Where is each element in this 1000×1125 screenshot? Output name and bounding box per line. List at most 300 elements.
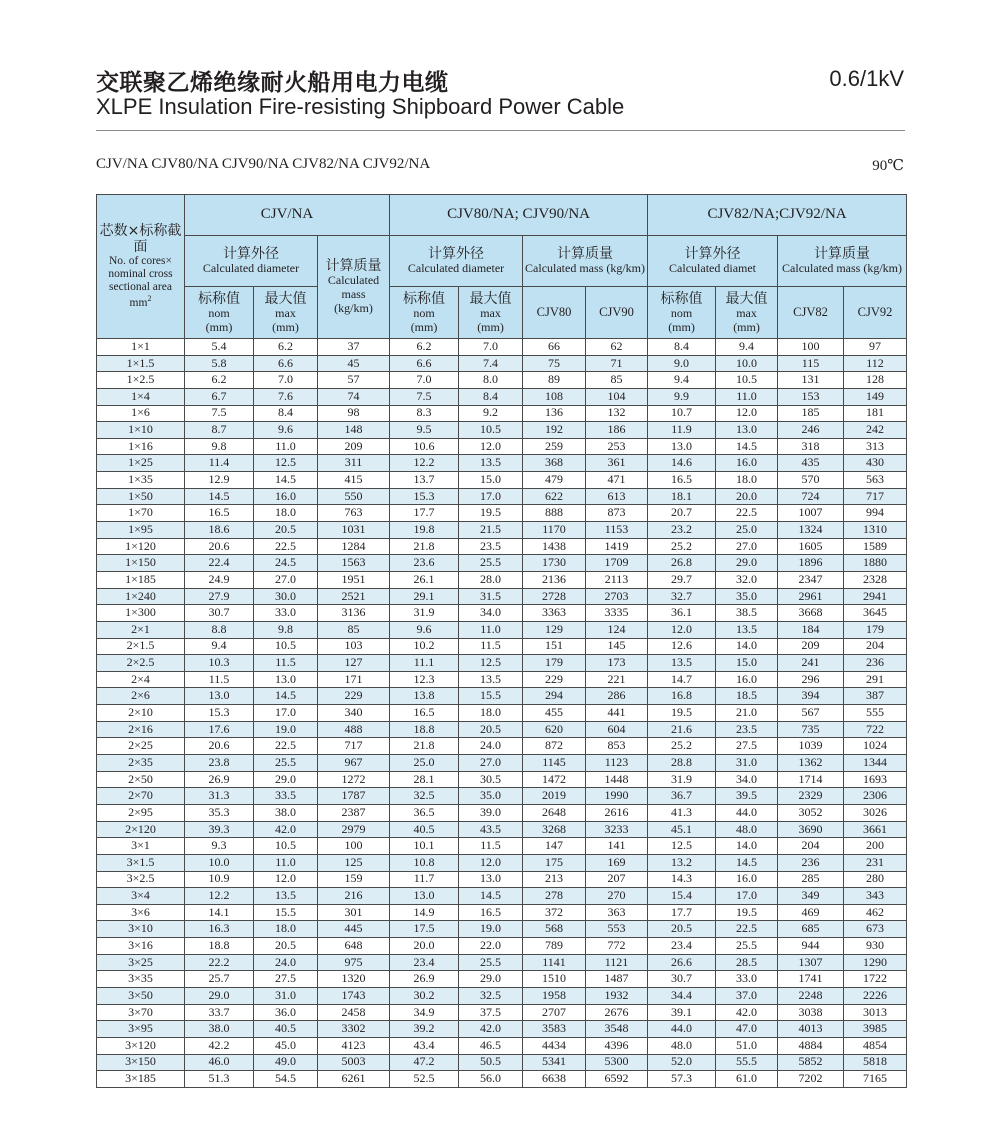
table-cell: 3026 [844, 804, 907, 821]
table-cell: 16.0 [716, 455, 778, 472]
table-cell: 8.0 [459, 372, 523, 389]
group-header-1: CJV/NA [185, 195, 390, 236]
table-cell: 3583 [523, 1021, 586, 1038]
table-cell: 23.4 [390, 954, 459, 971]
table-cell: 21.0 [716, 705, 778, 722]
table-cell: 32.5 [390, 788, 459, 805]
table-cell: 171 [318, 671, 390, 688]
table-cell: 14.3 [648, 871, 716, 888]
table-cell: 2979 [318, 821, 390, 838]
table-cell: 435 [778, 455, 844, 472]
table-cell: 33.0 [254, 605, 318, 622]
table-cell: 1121 [586, 954, 648, 971]
table-cell: 368 [523, 455, 586, 472]
table-cell: 26.9 [390, 971, 459, 988]
table-cell: 9.8 [185, 438, 254, 455]
nom-header: 标称值 nom (mm) [390, 287, 459, 339]
table-cell: 7.5 [185, 405, 254, 422]
table-cell: 622 [523, 488, 586, 505]
row-size-cell: 1×6 [97, 405, 185, 422]
table-cell: 169 [586, 854, 648, 871]
table-cell: 31.9 [390, 605, 459, 622]
table-cell: 40.5 [254, 1021, 318, 1038]
table-cell: 27.9 [185, 588, 254, 605]
table-cell: 27.5 [716, 738, 778, 755]
table-cell: 1290 [844, 954, 907, 971]
table-cell: 1589 [844, 538, 907, 555]
table-cell: 291 [844, 671, 907, 688]
table-cell: 21.8 [390, 538, 459, 555]
table-cell: 74 [318, 388, 390, 405]
table-cell: 1563 [318, 555, 390, 572]
table-cell: 2387 [318, 804, 390, 821]
table-cell: 349 [778, 888, 844, 905]
table-cell: 1787 [318, 788, 390, 805]
table-cell: 685 [778, 921, 844, 938]
table-cell: 620 [523, 721, 586, 738]
table-row [97, 671, 907, 688]
table-cell: 28.1 [390, 771, 459, 788]
table-row [97, 788, 907, 805]
row-size-cell: 3×150 [97, 1054, 185, 1071]
table-cell: 1990 [586, 788, 648, 805]
diam-header-2 [390, 236, 523, 287]
table-cell: 1007 [778, 505, 844, 522]
table-cell: 1123 [586, 755, 648, 772]
table-cell: 15.5 [459, 688, 523, 705]
table-cell: 445 [318, 921, 390, 938]
table-cell: 35.0 [716, 588, 778, 605]
table-cell: 15.4 [648, 888, 716, 905]
table-cell: 772 [586, 938, 648, 955]
table-cell: 1272 [318, 771, 390, 788]
table-cell: 25.5 [716, 938, 778, 955]
table-row [97, 339, 907, 356]
table-cell: 173 [586, 655, 648, 672]
table-cell: 415 [318, 472, 390, 489]
table-cell: 37.0 [716, 987, 778, 1004]
table-cell: 3985 [844, 1021, 907, 1038]
table-row [97, 655, 907, 672]
table-cell: 550 [318, 488, 390, 505]
table-cell: 185 [778, 405, 844, 422]
row-size-cell: 1×4 [97, 388, 185, 405]
diam-en-short: Calculated diamet [669, 261, 757, 276]
table-cell: 11.1 [390, 655, 459, 672]
table-cell: 394 [778, 688, 844, 705]
table-row [97, 588, 907, 605]
table-row [97, 888, 907, 905]
row-size-cell: 1×10 [97, 422, 185, 439]
table-row [97, 938, 907, 955]
table-cell: 567 [778, 705, 844, 722]
header-cores-unit: $mm^2$ [129, 294, 152, 310]
table-cell: 131 [778, 372, 844, 389]
table-row [97, 538, 907, 555]
table-cell: 469 [778, 904, 844, 921]
mass-en: Calculated mass (kg/km) [782, 261, 903, 276]
row-size-cell: 1×35 [97, 472, 185, 489]
diam-cn: 计算外径 [223, 246, 279, 263]
table-cell: 115 [778, 355, 844, 372]
table-cell: 11.0 [254, 854, 318, 871]
table-cell: 23.4 [648, 938, 716, 955]
table-cell: 1693 [844, 771, 907, 788]
table-cell: 318 [778, 438, 844, 455]
table-cell: 313 [844, 438, 907, 455]
table-cell: 151 [523, 638, 586, 655]
table-cell: 141 [586, 838, 648, 855]
mass-header-2 [523, 236, 648, 287]
table-cell: 18.1 [648, 488, 716, 505]
table-cell: 11.0 [254, 438, 318, 455]
table-cell: 22.0 [459, 938, 523, 955]
table-cell: 9.6 [390, 621, 459, 638]
table-cell: 36.0 [254, 1004, 318, 1021]
table-cell: 1722 [844, 971, 907, 988]
table-row [97, 838, 907, 855]
table-cell: 236 [778, 854, 844, 871]
table-cell: 8.4 [459, 388, 523, 405]
table-cell: 3302 [318, 1021, 390, 1038]
table-cell: 18.0 [254, 921, 318, 938]
table-cell: 5852 [778, 1054, 844, 1071]
table-cell: 2941 [844, 588, 907, 605]
table-cell: 763 [318, 505, 390, 522]
max-header: 最大值 max (mm) [254, 287, 318, 339]
table-cell: 29.0 [459, 971, 523, 988]
row-size-cell: 3×4 [97, 888, 185, 905]
table-cell: 47.0 [716, 1021, 778, 1038]
table-cell: 36.1 [648, 605, 716, 622]
table-cell: 40.5 [390, 821, 459, 838]
table-cell: 2676 [586, 1004, 648, 1021]
table-cell: 2728 [523, 588, 586, 605]
table-row [97, 971, 907, 988]
table-cell: 184 [778, 621, 844, 638]
table-cell: 19.5 [648, 705, 716, 722]
table-cell: 3668 [778, 605, 844, 622]
table-cell: 85 [318, 621, 390, 638]
table-cell: 553 [586, 921, 648, 938]
table-cell: 242 [844, 422, 907, 439]
table-cell: 285 [778, 871, 844, 888]
table-cell: 22.5 [254, 538, 318, 555]
table-cell: 1324 [778, 522, 844, 539]
header-cores-section [97, 195, 185, 339]
table-cell: 75 [523, 355, 586, 372]
table-row [97, 721, 907, 738]
table-cell: 51.0 [716, 1037, 778, 1054]
row-size-cell: 1×2.5 [97, 372, 185, 389]
table-cell: 16.0 [716, 871, 778, 888]
table-cell: 16.3 [185, 921, 254, 938]
table-cell: 11.5 [185, 671, 254, 688]
table-cell: 9.8 [254, 621, 318, 638]
table-cell: 19.5 [716, 904, 778, 921]
table-cell: 1605 [778, 538, 844, 555]
mass-cn: 计算质量 [557, 246, 614, 263]
table-cell: 62 [586, 339, 648, 356]
table-cell: 13.0 [185, 688, 254, 705]
table-cell: 7202 [778, 1071, 844, 1088]
table-cell: 100 [778, 339, 844, 356]
table-row [97, 438, 907, 455]
table-cell: 280 [844, 871, 907, 888]
table-row [97, 472, 907, 489]
max-header: 最大值 max (mm) [459, 287, 523, 339]
table-cell: 26.9 [185, 771, 254, 788]
table-cell: 2019 [523, 788, 586, 805]
table-cell: 2328 [844, 571, 907, 588]
table-cell: 221 [586, 671, 648, 688]
table-cell: 36.5 [390, 804, 459, 821]
row-size-cell: 3×120 [97, 1037, 185, 1054]
table-cell: 6.6 [390, 355, 459, 372]
table-cell: 8.8 [185, 621, 254, 638]
table-cell: 179 [523, 655, 586, 672]
table-cell: 19.0 [459, 921, 523, 938]
voltage-rating: 0.6/1kV [829, 66, 904, 91]
table-cell: 241 [778, 655, 844, 672]
table-cell: 32.0 [716, 571, 778, 588]
table-cell: 18.8 [185, 938, 254, 955]
table-cell: 66 [523, 339, 586, 356]
table-row [97, 1037, 907, 1054]
table-row [97, 388, 907, 405]
table-cell: 2347 [778, 571, 844, 588]
table-cell: 22.5 [716, 505, 778, 522]
table-cell: 372 [523, 904, 586, 921]
table-row [97, 1054, 907, 1071]
col-header-cjv90: CJV90 [586, 287, 648, 339]
table-cell: 570 [778, 472, 844, 489]
table-row [97, 987, 907, 1004]
table-cell: 1709 [586, 555, 648, 572]
table-cell: 136 [523, 405, 586, 422]
table-cell: 20.7 [648, 505, 716, 522]
table-cell: 48.0 [716, 821, 778, 838]
table-row [97, 1004, 907, 1021]
table-cell: 179 [844, 621, 907, 638]
table-cell: 127 [318, 655, 390, 672]
table-cell: 16.5 [390, 705, 459, 722]
table-cell: 1741 [778, 971, 844, 988]
page-title-cn: 交联聚乙烯绝缘耐火船用电力电缆 [96, 70, 449, 96]
table-cell: 31.5 [459, 588, 523, 605]
table-cell: 25.0 [390, 755, 459, 772]
row-size-cell: 3×10 [97, 921, 185, 938]
table-cell: 26.1 [390, 571, 459, 588]
table-cell: 16.0 [254, 488, 318, 505]
table-cell: 12.5 [254, 455, 318, 472]
table-cell: 7.0 [459, 339, 523, 356]
table-cell: 6.6 [254, 355, 318, 372]
table-cell: 363 [586, 904, 648, 921]
table-cell: 3690 [778, 821, 844, 838]
row-size-cell: 2×35 [97, 755, 185, 772]
table-cell: 55.5 [716, 1054, 778, 1071]
table-cell: 45.0 [254, 1037, 318, 1054]
table-cell: 49.0 [254, 1054, 318, 1071]
table-body [97, 339, 907, 1088]
table-cell: 229 [523, 671, 586, 688]
diam-cn: 计算外径 [684, 246, 741, 263]
table-cell: 36.7 [648, 788, 716, 805]
table-cell: 11.7 [390, 871, 459, 888]
table-cell: 1448 [586, 771, 648, 788]
table-cell: 1307 [778, 954, 844, 971]
table-cell: 1141 [523, 954, 586, 971]
table-cell: 13.5 [459, 671, 523, 688]
table-cell: 15.3 [185, 705, 254, 722]
table-cell: 3645 [844, 605, 907, 622]
table-cell: 3038 [778, 1004, 844, 1021]
table-cell: 35.3 [185, 804, 254, 821]
table-cell: 16.5 [185, 505, 254, 522]
table-cell: 2458 [318, 1004, 390, 1021]
table-cell: 1730 [523, 555, 586, 572]
table-cell: 175 [523, 854, 586, 871]
row-size-cell: 2×16 [97, 721, 185, 738]
table-row [97, 605, 907, 622]
table-cell: 10.5 [254, 838, 318, 855]
table-cell: 231 [844, 854, 907, 871]
table-cell: 7.0 [254, 372, 318, 389]
table-cell: 5818 [844, 1054, 907, 1071]
table-cell: 128 [844, 372, 907, 389]
table-cell: 57.3 [648, 1071, 716, 1088]
row-size-cell: 2×70 [97, 788, 185, 805]
table-cell: 1145 [523, 755, 586, 772]
row-size-cell: 2×25 [97, 738, 185, 755]
diam-en: Calculated diameter [202, 261, 300, 276]
table-cell: 14.1 [185, 904, 254, 921]
table-cell: 5341 [523, 1054, 586, 1071]
table-row [97, 355, 907, 372]
table-cell: 213 [523, 871, 586, 888]
table-cell: 294 [523, 688, 586, 705]
table-cell: 14.0 [716, 838, 778, 855]
header-cores-cn: 芯数×标称截面 [99, 222, 182, 255]
table-cell: 35.0 [459, 788, 523, 805]
table-cell: 104 [586, 388, 648, 405]
table-cell: 735 [778, 721, 844, 738]
table-cell: 25.7 [185, 971, 254, 988]
mass-header-1 [318, 236, 390, 339]
table-cell: 148 [318, 422, 390, 439]
row-size-cell: 3×185 [97, 1071, 185, 1088]
table-cell: 10.8 [390, 854, 459, 871]
table-cell: 717 [318, 738, 390, 755]
table-cell: 1714 [778, 771, 844, 788]
row-size-cell: 2×10 [97, 705, 185, 722]
table-cell: 14.5 [459, 888, 523, 905]
table-cell: 3013 [844, 1004, 907, 1021]
table-cell: 648 [318, 938, 390, 955]
table-cell: 13.5 [648, 655, 716, 672]
table-cell: 29.1 [390, 588, 459, 605]
table-row [97, 455, 907, 472]
table-cell: 361 [586, 455, 648, 472]
table-cell: 4123 [318, 1037, 390, 1054]
table-cell: 7.5 [390, 388, 459, 405]
table-cell: 9.2 [459, 405, 523, 422]
table-cell: 2248 [778, 987, 844, 1004]
table-cell: 1031 [318, 522, 390, 539]
table-cell: 22.5 [716, 921, 778, 938]
row-size-cell: 3×25 [97, 954, 185, 971]
table-row [97, 488, 907, 505]
table-cell: 17.6 [185, 721, 254, 738]
header-cores-en-1: No. of cores× [108, 254, 172, 267]
table-cell: 3335 [586, 605, 648, 622]
table-cell: 147 [523, 838, 586, 855]
table-cell: 34.9 [390, 1004, 459, 1021]
table-cell: 13.0 [716, 422, 778, 439]
table-cell: 9.4 [185, 638, 254, 655]
table-cell: 30.2 [390, 987, 459, 1004]
table-cell: 29.0 [716, 555, 778, 572]
table-cell: 10.5 [716, 372, 778, 389]
table-cell: 48.0 [648, 1037, 716, 1054]
table-cell: 42.0 [459, 1021, 523, 1038]
table-cell: 32.5 [459, 987, 523, 1004]
page-title-en: XLPE Insulation Fire-resisting Shipboard Power Cable [96, 94, 625, 119]
table-cell: 12.3 [390, 671, 459, 688]
table-cell: 103 [318, 638, 390, 655]
row-size-cell: 1×50 [97, 488, 185, 505]
table-cell: 24.5 [254, 555, 318, 572]
table-cell: 23.5 [459, 538, 523, 555]
table-cell: 19.8 [390, 522, 459, 539]
table-cell: 4854 [844, 1037, 907, 1054]
table-cell: 31.3 [185, 788, 254, 805]
table-cell: 10.6 [390, 438, 459, 455]
row-size-cell: 2×95 [97, 804, 185, 821]
table-cell: 3136 [318, 605, 390, 622]
row-size-cell: 3×1 [97, 838, 185, 855]
table-cell: 20.5 [254, 938, 318, 955]
table-cell: 38.0 [254, 804, 318, 821]
table-cell: 343 [844, 888, 907, 905]
table-cell: 37 [318, 339, 390, 356]
table-cell: 13.0 [648, 438, 716, 455]
table-cell: 462 [844, 904, 907, 921]
table-cell: 209 [318, 438, 390, 455]
table-cell: 340 [318, 705, 390, 722]
table-cell: 1958 [523, 987, 586, 1004]
row-size-cell: 2×120 [97, 821, 185, 838]
table-cell: 11.5 [254, 655, 318, 672]
mass-cn: 计算质量 [814, 246, 871, 263]
table-row [97, 921, 907, 938]
table-row [97, 522, 907, 539]
mass-en-1: Calculated [327, 273, 380, 288]
table-cell: 1880 [844, 555, 907, 572]
table-cell: 52.5 [390, 1071, 459, 1088]
table-cell: 28.0 [459, 571, 523, 588]
table-row [97, 405, 907, 422]
table-cell: 71 [586, 355, 648, 372]
row-size-cell: 3×1.5 [97, 854, 185, 871]
table-cell: 3268 [523, 821, 586, 838]
table-cell: 34.4 [648, 987, 716, 1004]
row-size-cell: 3×70 [97, 1004, 185, 1021]
table-cell: 455 [523, 705, 586, 722]
table-cell: 3363 [523, 605, 586, 622]
table-row [97, 571, 907, 588]
